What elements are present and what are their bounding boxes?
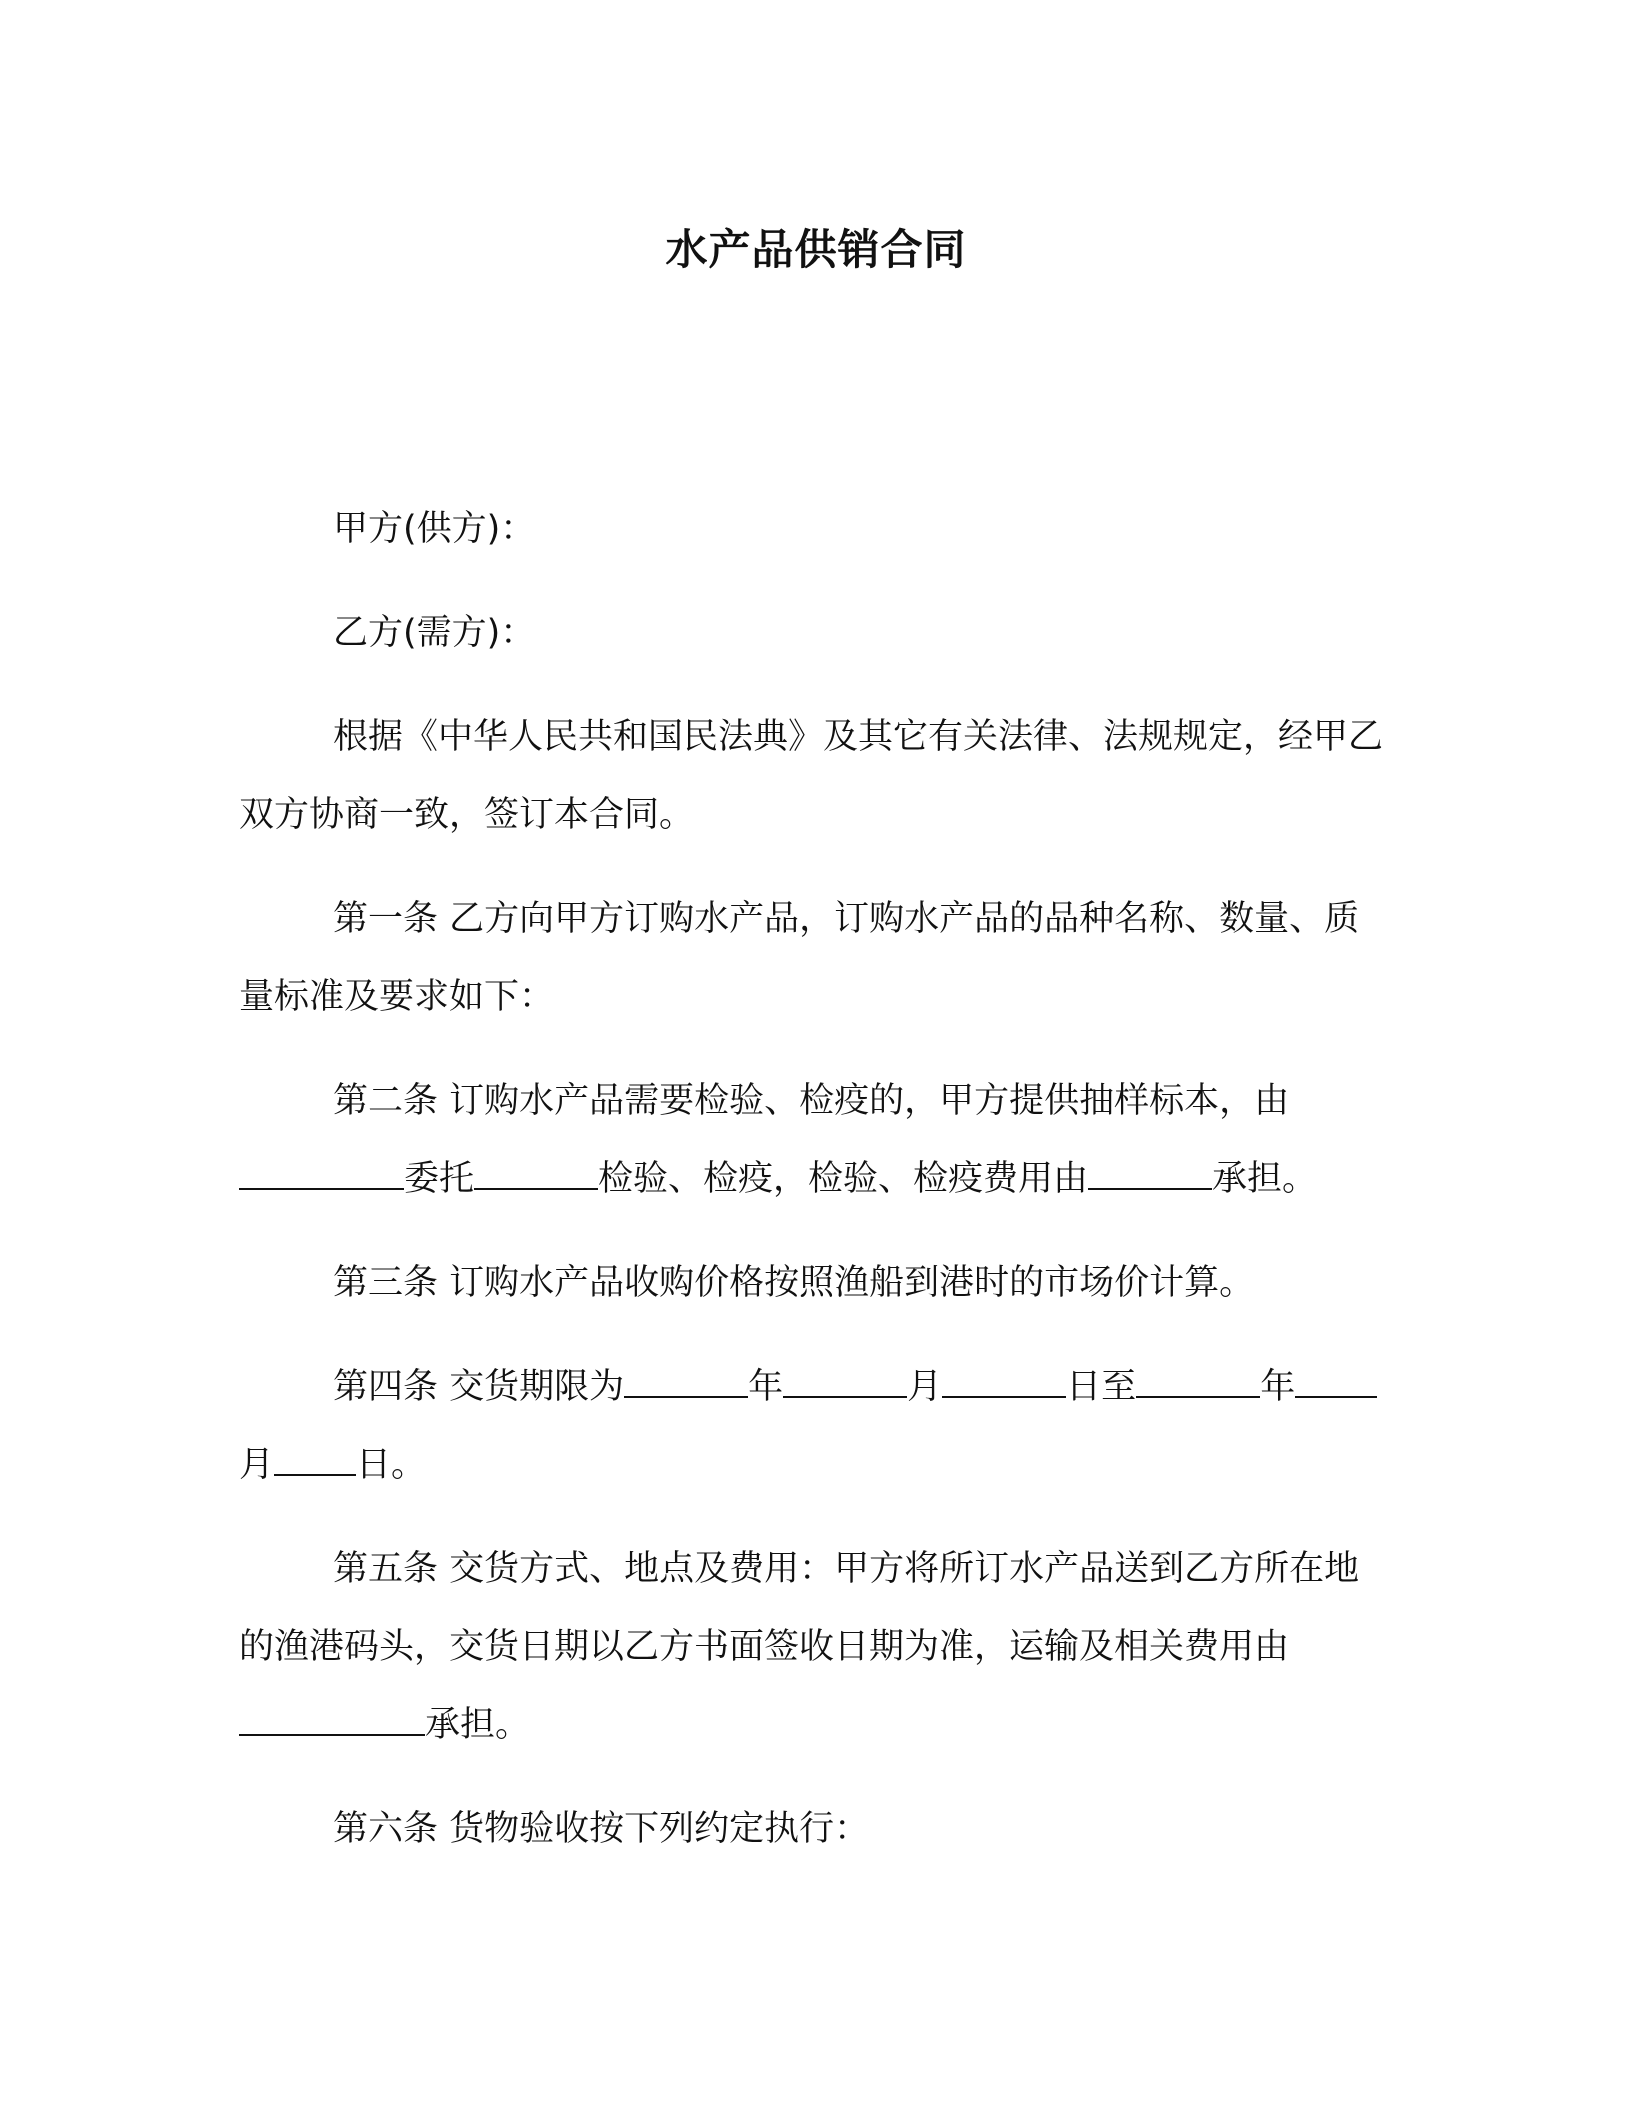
article-5-text-2: 承担。	[425, 1705, 531, 1745]
blank-end-year	[1136, 1365, 1260, 1399]
article-2	[239, 1062, 1389, 1218]
party-a-line: 甲方(供方)：	[333, 509, 536, 549]
blank-inspection-agency	[474, 1157, 598, 1191]
article-4-month-2: 月	[239, 1445, 275, 1485]
article-4-year-1: 年	[748, 1367, 784, 1407]
blank-entrusting-party	[239, 1157, 404, 1191]
article-2-text-3: 检验、检疫，检验、检疫费用由	[598, 1159, 1089, 1199]
article-3: 第三条 订购水产品收购价格按照渔船到港时的市场价计算。	[333, 1263, 1255, 1303]
article-6: 第六条 货物验收按下列约定执行：	[333, 1809, 870, 1849]
blank-end-month	[1295, 1365, 1377, 1399]
article-2-text-4: 承担。	[1212, 1159, 1318, 1199]
blank-transport-fee-bearer	[239, 1703, 425, 1737]
article-4	[239, 1348, 1389, 1504]
article-4-day-1: 日至	[1066, 1367, 1137, 1407]
preamble-paragraph: 根据《中华人民共和国民法典》及其它有关法律、法规规定，经甲乙双方协商一致，签订本合同。	[239, 717, 1384, 835]
article-4-year-2: 年	[1260, 1367, 1296, 1407]
blank-start-month	[783, 1365, 907, 1399]
article-5-text-1: 第五条 交货方式、地点及费用：甲方将所订水产品送到乙方所在地的渔港码头，交货日期以乙方书面签收日期为准，运输及相关费用由	[239, 1549, 1360, 1667]
blank-start-year	[624, 1365, 748, 1399]
party-b-line: 乙方(需方)：	[333, 613, 536, 653]
article-2-text-1: 第二条 订购水产品需要检验、检疫的，甲方提供抽样标本，由	[333, 1081, 1290, 1121]
blank-end-day	[274, 1443, 356, 1477]
document-title: 水产品供销合同	[665, 225, 967, 274]
article-4-day-2: 日。	[356, 1445, 427, 1485]
document-body	[239, 490, 1389, 1894]
article-5	[239, 1530, 1389, 1764]
blank-start-day	[942, 1365, 1066, 1399]
article-2-text-2: 委托	[404, 1159, 475, 1199]
article-4-month-1: 月	[907, 1367, 943, 1407]
article-4-text-1: 第四条 交货期限为	[333, 1367, 625, 1407]
blank-fee-bearer	[1088, 1157, 1212, 1191]
article-1: 第一条 乙方向甲方订购水产品，订购水产品的品种名称、数量、质量标准及要求如下：	[239, 899, 1360, 1017]
